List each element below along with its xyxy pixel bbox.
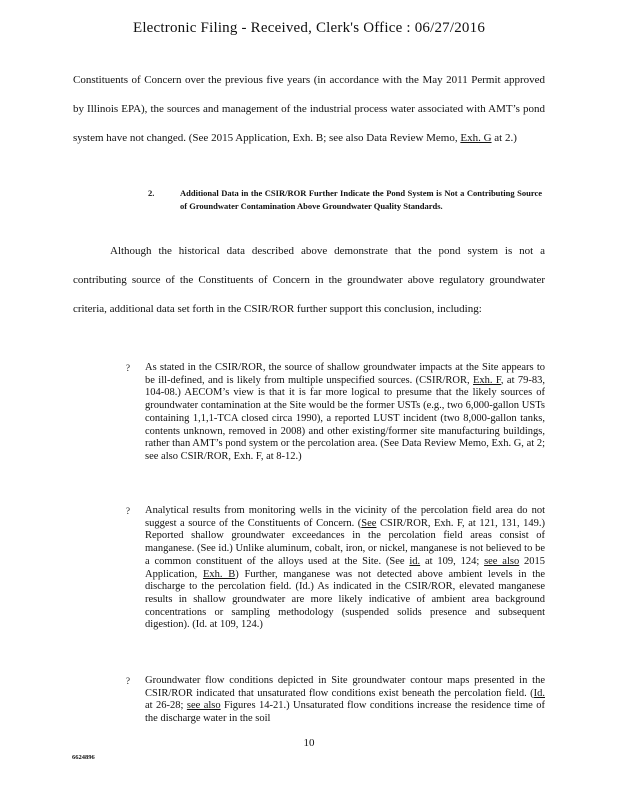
bullet-marker: ?	[126, 676, 130, 686]
page-number: 10	[303, 737, 315, 749]
paragraph-continuation: Constituents of Concern over the previous five years (in accordance with the May 2011 Permit approved by Illinois EPA), the sources and management of the industrial process water associated with AMT’s pond system have not changed. (See 2015 Application, Exh. B; see also Data Review Memo, Exh. G at 2.)	[73, 74, 545, 144]
document-id: 6624896	[72, 754, 95, 761]
paragraph-although: Although the historical data described above demonstrate that the pond system is not a contributing source of the Constituents of Concern in the groundwater above regulatory groundwater criteria, additional data set forth in the CSIR/ROR further support this conclusion, including:	[73, 245, 545, 315]
section-title: Additional Data in the CSIR/ROR Further Indicate the Pond System is Not a Contributing Source of Groundwater Contamination Above Groundwater Quality Standards.	[180, 188, 542, 211]
bullet-marker: ?	[126, 363, 130, 373]
filing-stamp-header: Electronic Filing - Received, Clerk's Office : 06/27/2016	[132, 20, 486, 36]
exhibit-link: Exh. G	[460, 132, 492, 144]
bullet-marker: ?	[126, 506, 130, 516]
section-number: 2.	[148, 188, 155, 198]
